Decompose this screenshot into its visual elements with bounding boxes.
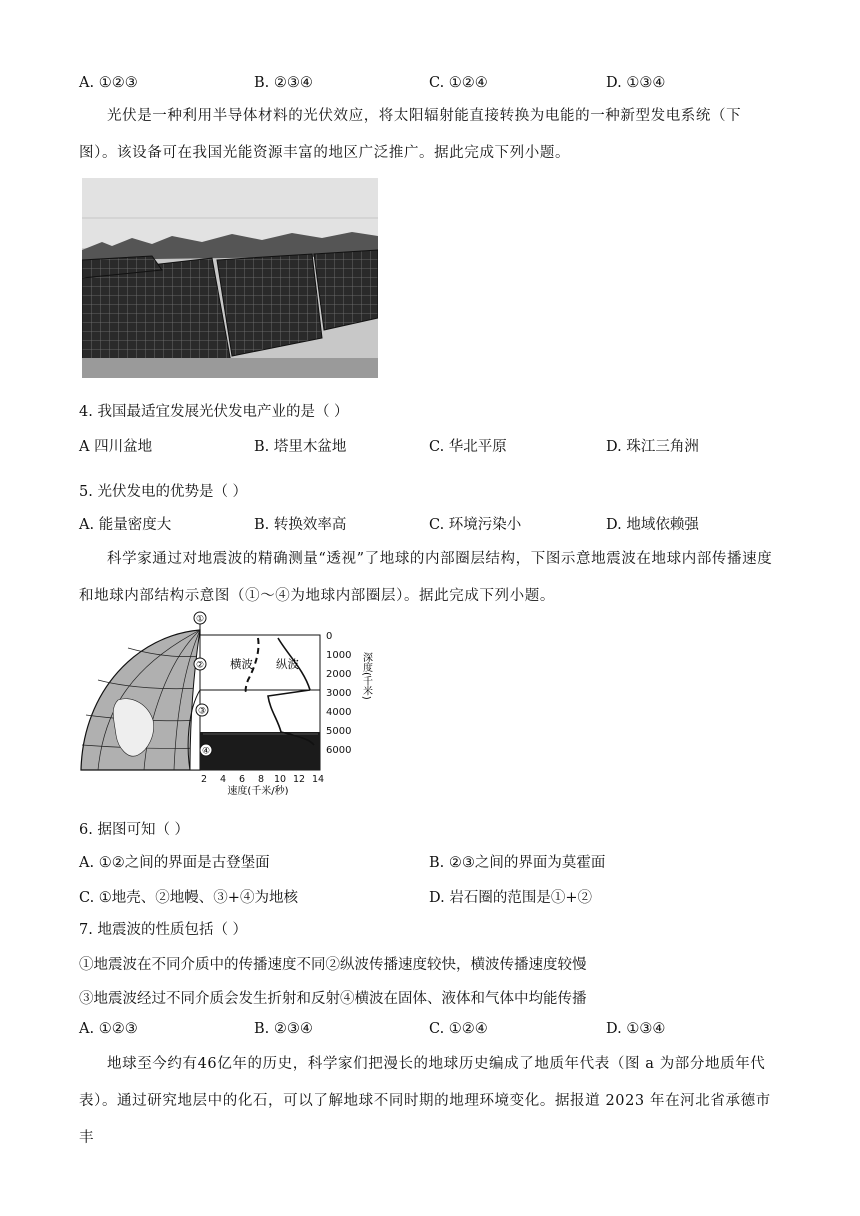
depth-tick: 3000 <box>326 688 352 699</box>
intro-geology-text: 地球至今约有46亿年的历史，科学家们把漫长的地球历史编成了地质年代表（图 a 为部分地质年代表）。通过研究地层中的化石，可以了解地球不同时期的地理环境变化。据报道 2023 年在河北省承德市丰 <box>79 1056 771 1146</box>
depth-axis-label: 深度(千米) <box>360 652 372 700</box>
speed-axis-label: 速度(千米/秒) <box>227 786 289 795</box>
speed-tick: 4 <box>219 774 227 785</box>
q6-option-b: B. ②③之间的界面为莫霍面 <box>429 855 606 871</box>
q5-option-c: C. 环境污染小 <box>429 517 522 533</box>
q5-option-b: B. 转换效率高 <box>254 517 347 533</box>
layer-marker-2: ② <box>195 660 205 671</box>
q6-option-d: D. 岩石圈的范围是①+② <box>429 890 592 906</box>
q5-option-d: D. 地域依赖强 <box>606 517 699 533</box>
shear-wave-label: 横波 <box>230 657 253 671</box>
compression-wave-label: 纵波 <box>276 657 299 671</box>
q7-statement-1: ①地震波在不同介质中的传播速度不同②纵波传播速度较快，横波传播速度较慢 <box>79 957 587 973</box>
q6-option-c: C. ①地壳、②地幔、③+④为地核 <box>79 890 298 906</box>
speed-tick: 2 <box>200 774 208 785</box>
q6-option-a: A. ①②之间的界面是古登堡面 <box>79 855 270 871</box>
q5-option-a: A. 能量密度大 <box>79 517 172 533</box>
q3-option-a: A. ①②③ <box>79 75 138 91</box>
depth-tick: 6000 <box>326 745 352 756</box>
speed-tick: 6 <box>238 774 246 785</box>
depth-tick: 4000 <box>326 707 352 718</box>
depth-tick: 0 <box>326 631 333 642</box>
q7-statement-2: ③地震波经过不同介质会发生折射和反射④横波在固体、液体和气体中均能传播 <box>79 991 587 1007</box>
intro-geology-paragraph <box>79 1046 779 1157</box>
speed-tick: 8 <box>257 774 265 785</box>
q7-option-d: D. ①③④ <box>606 1021 666 1037</box>
q4-option-b: B. 塔里木盆地 <box>254 439 347 455</box>
depth-tick: 2000 <box>326 669 352 680</box>
layer-marker-1: ① <box>195 614 205 625</box>
intro-pv-paragraph <box>79 98 779 172</box>
intro-pv-text: 光伏是一种利用半导体材料的光伏效应，将太阳辐射能直接转换为电能的一种新型发电系统（下图）。该设备可在我国光能资源丰富的地区广泛推广。据此完成下列小题。 <box>79 108 742 161</box>
q3-option-c: C. ①②④ <box>429 75 488 91</box>
q4-stem: 4. 我国最适宜发展光伏发电产业的是（ ） <box>79 404 349 420</box>
q4-option-d: D. 珠江三角洲 <box>606 439 699 455</box>
speed-tick: 12 <box>292 774 306 785</box>
q3-option-b: B. ②③④ <box>254 75 313 91</box>
seismic-wave-figure <box>78 610 378 795</box>
solar-panel-photo <box>82 178 378 378</box>
layer-marker-4: ④ <box>201 746 211 757</box>
intro-seismic-text: 科学家通过对地震波的精确测量“透视”了地球的内部圈层结构，下图示意地震波在地球内部传播速度和地球内部结构示意图（①～④为地球内部圈层）。据此完成下列小题。 <box>79 551 773 604</box>
depth-tick: 5000 <box>326 726 352 737</box>
q7-option-b: B. ②③④ <box>254 1021 313 1037</box>
q7-option-a: A. ①②③ <box>79 1021 138 1037</box>
speed-tick: 14 <box>311 774 325 785</box>
intro-seismic-paragraph <box>79 541 779 615</box>
layer-marker-3: ③ <box>197 706 207 717</box>
q5-stem: 5. 光伏发电的优势是（ ） <box>79 484 248 500</box>
speed-tick: 10 <box>273 774 287 785</box>
depth-tick: 1000 <box>326 650 352 661</box>
q6-stem: 6. 据图可知（ ） <box>79 822 190 838</box>
q3-option-d: D. ①③④ <box>606 75 666 91</box>
q4-option-c: C. 华北平原 <box>429 439 507 455</box>
q7-stem: 7. 地震波的性质包括（ ） <box>79 922 248 938</box>
q7-option-c: C. ①②④ <box>429 1021 488 1037</box>
q4-option-a: A 四川盆地 <box>79 439 153 455</box>
